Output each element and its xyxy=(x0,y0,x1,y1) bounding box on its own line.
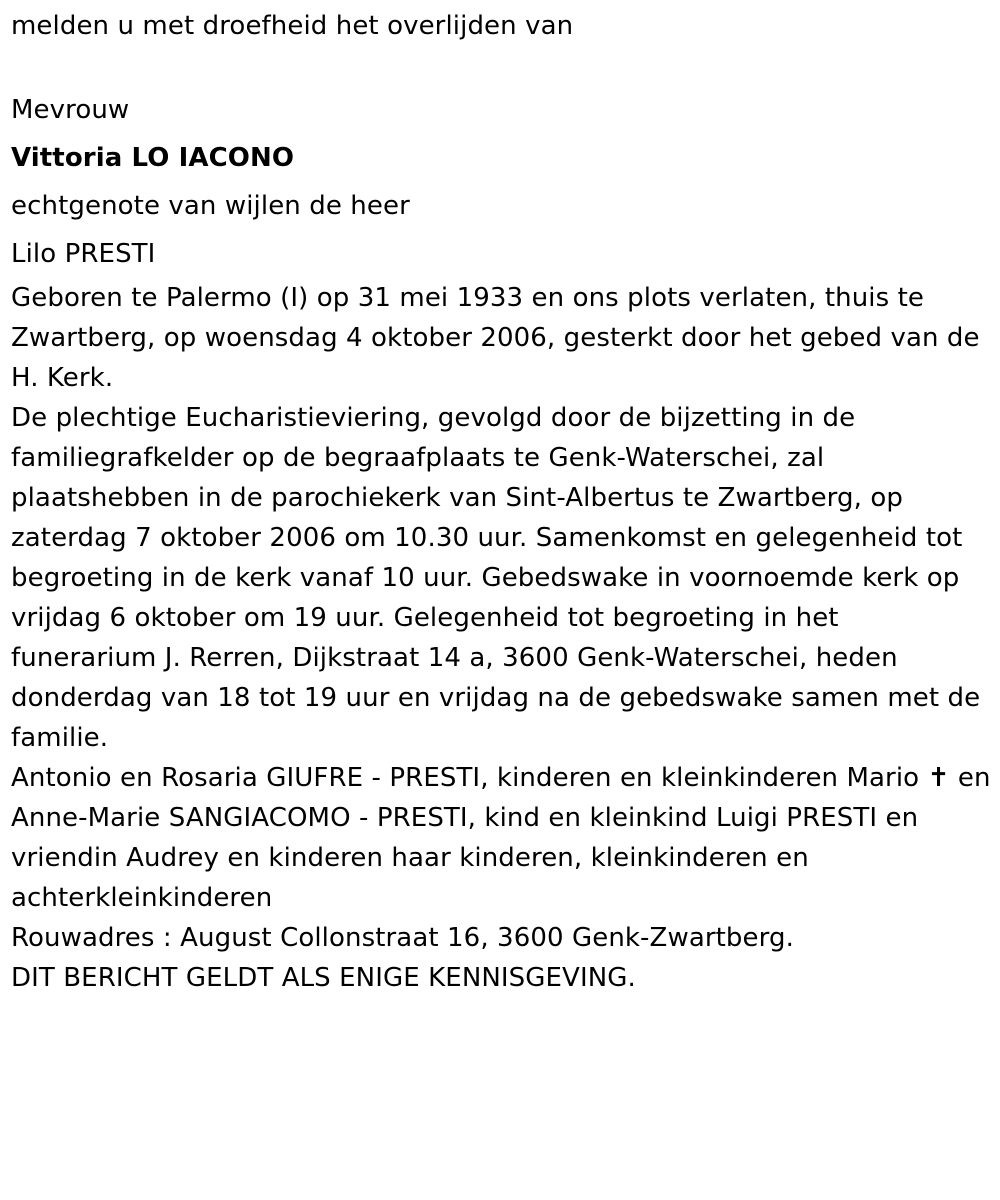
birth-death-paragraph: Geboren te Palermo (I) op 31 mei 1933 en ons plots verlaten, thuis te Zwartberg, op woensdag 4 oktober 2006, gesterkt door het gebed van de H. Kerk. xyxy=(11,283,980,393)
deceased-name: Vittoria LO IACONO xyxy=(11,143,295,173)
cross-icon: ✝ xyxy=(927,763,950,793)
spouse-name: Lilo PRESTI xyxy=(11,239,156,269)
salutation: Mevrouw xyxy=(11,95,130,125)
family-text-part-2: en Anne-Marie SANGIACOMO - PRESTI, kind en kleinkind Luigi PRESTI en vriendin Audrey en kinderen haar kinderen, kleinkinderen en achterkleinkinderen xyxy=(11,763,991,913)
official-notice: DIT BERICHT GELDT ALS ENIGE KENNISGEVING. xyxy=(11,963,636,993)
intro-text: melden u met droefheid het overlijden van xyxy=(11,11,574,41)
ceremony-paragraph: De plechtige Eucharistieviering, gevolgd door de bijzetting in de familiegrafkelder op de begraafplaats te Genk-Waterschei, zal plaatshebben in de parochiekerk van Sint-Albertus te Zwartberg, op zaterdag 7 oktober 2006 om 10.30 uur. Samenkomst en gelegenheid tot begroeting in de kerk vanaf 10 uur. Gebedswake in voornoemde kerk op vrijdag 6 oktober om 19 uur. Gelegenheid tot begroeting in het funerarium J. Rerren, Dijkstraat 14 a, 3600 Genk-Waterschei, heden donderdag van 18 tot 19 uur en vrijdag na de gebedswake samen met de familie. xyxy=(11,403,981,753)
mourning-address: Rouwadres : August Collonstraat 16, 3600 Genk-Zwartberg. xyxy=(11,923,794,953)
deceased-section xyxy=(11,86,991,278)
relation-text: echtgenote van wijlen de heer xyxy=(11,191,410,221)
obituary-notice xyxy=(11,6,991,998)
family-paragraph xyxy=(11,758,991,918)
family-text-part-1: Antonio en Rosaria GIUFRE - PRESTI, kinderen en kleinkinderen Mario xyxy=(11,763,920,793)
